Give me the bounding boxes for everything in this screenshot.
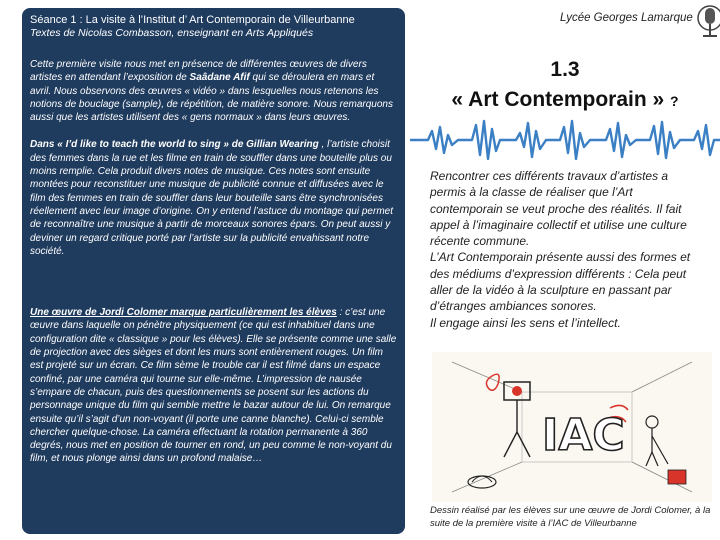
paragraph-first-visit xyxy=(30,58,397,124)
sound-wave-graphic xyxy=(410,117,720,163)
student-drawing xyxy=(432,352,712,502)
drawing-iac-letters: IAC xyxy=(542,410,625,461)
p3-rest: : c’est une œuvre dans laquelle on pénètre physiquement (ce qui est inhabituel dans une configuration dite « classique » pour les élèves). Elle se présente comme une salle de projection avec des sièges et dont les murs sont entièrement rouges. Un film est projeté sur un écran. Ce film sème le trouble car il est filmé dans un espace confiné, par une caméra qui tourne sur elle-même. L’impression de nausée s’empare de chacun, puis des questionnements se posent sur les actions du personnage unique du film qui semble mettre le bazar autour de lui. On remarque ensuite qu’il s’agit d’un non-voyant (il porte une canne blanche). Celui-ci semble chercher quelque-chose. La caméra effectuant la rotation permanente à 360 degrés, nous met en position de tourner en rond, un peu comme le non-voyant du film, et nous plonge ainsi dans un profond malaise… xyxy=(30,307,397,465)
heading-question-mark: ? xyxy=(670,93,679,109)
paragraph-colomer xyxy=(30,306,397,466)
session-author: Textes de Nicolas Combasson, enseignant en Arts Appliqués xyxy=(30,27,314,39)
conclusion-para-1: Rencontrer ces différents travaux d’artistes a permis à la classe de réaliser que l’Art contemporain se veut proche des réalités. Il fait appel à l’imaginaire collectif et utilise une culture récente commune. xyxy=(430,169,687,249)
p2-rest: , l’artiste choisit des femmes dans la rue et les filme en train de souffler dans une bouteille plus ou moins remplie. Cela produit divers notes de musique. Ces notes sont ensuite montées pour reconstituer une musique de publicité connue et diffusées avec le film des femmes en train de souffler dans leur bouteille sans être synchronisées réellement avec leur image d’origine. On y entend l’astuce du montage qui permet de reconnaître une musique à partir de morceaux sonores épars. On peut aussi y deviner un regard critique porté par l’artiste sur la publicité envahissant notre société. xyxy=(30,139,393,257)
microphone-icon xyxy=(690,2,720,42)
conclusion-text xyxy=(430,168,705,331)
p1-start: Cette première visite nous met en présence de différentes œuvres de divers artistes en attendant l’exposition de xyxy=(30,59,367,84)
conclusion-para-3: Il engage ainsi les sens et l’intellect. xyxy=(430,315,621,330)
paragraph-wearing xyxy=(30,138,397,258)
heading-number: 1.3 xyxy=(550,58,580,81)
wearing-work-title: Dans « I’d like to teach the world to sing » de Gillian Wearing xyxy=(30,139,319,151)
artist-name-afif: Saâdane Afif xyxy=(189,72,250,84)
heading-title: « Art Contemporain » xyxy=(451,88,665,111)
session-title: Séance 1 : La visite à l’Institut d’ Art Contemporain de Villeurbanne xyxy=(30,14,355,26)
page-heading xyxy=(430,55,700,116)
conclusion-para-2: L’Art Contemporain présente aussi des formes et des médiums d’expression différents : Cela peut aller de la vidéo à la sculpture en passant par d’étranges ambiances sonores. xyxy=(430,250,691,314)
colomer-lead: Une œuvre de Jordi Colomer marque particulièrement les élèves xyxy=(30,307,337,319)
drawing-caption: Dessin réalisé par les élèves sur une œuvre de Jordi Colomer, à la suite de la première visite à l’IAC de Villeurbanne xyxy=(430,505,711,529)
left-text-panel xyxy=(22,8,405,534)
school-name: Lycée Georges Lamarque xyxy=(560,12,693,24)
p1-end: qui se déroulera en mars et avril. Nous observons des œuvres « vidéo » dans lesquelles nous retenons les notions de bouclage (sample), de répétition, de matière sonore. Nous remarquons aussi que les artistes utilisent des « gens normaux » dans leurs œuvres. xyxy=(30,72,393,124)
